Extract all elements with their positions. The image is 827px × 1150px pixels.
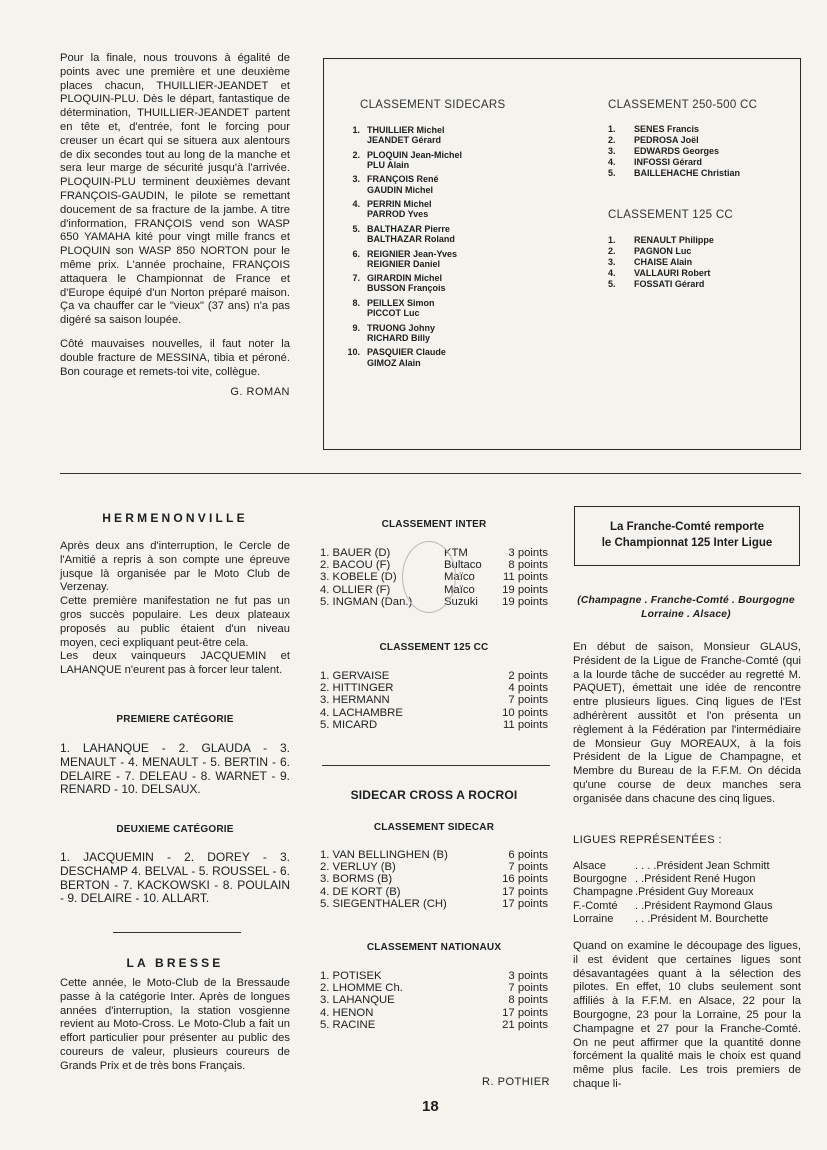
points-value: 7 points	[508, 694, 548, 707]
ligue-row	[573, 873, 801, 886]
points-value: 4 points	[508, 682, 548, 695]
rank-number: 5.	[352, 223, 360, 234]
ligue-president: . . .Président M. Bourchette	[635, 912, 769, 925]
passenger-name: PLU Alain	[367, 159, 410, 170]
ligue-president: .Président Guy Moreaux	[635, 886, 754, 899]
sidecar-entry	[334, 150, 534, 170]
rider-name: REIGNIER Jean-Yves	[367, 248, 458, 259]
points-value: 17 points	[502, 885, 548, 898]
rider-name: PLOQUIN Jean-Michel	[367, 149, 463, 160]
rider-name: INFOSSI Gérard	[634, 157, 703, 167]
passenger-name: GAUDIN Michel	[367, 184, 434, 195]
rank-number: 1.	[608, 235, 616, 245]
result-row	[320, 873, 552, 885]
hermenonville-title: HERMENONVILLE	[102, 511, 248, 525]
ranking-entry	[608, 268, 798, 279]
c125-results	[320, 670, 552, 731]
result-row	[320, 682, 552, 694]
passenger-name: BUSSON François	[367, 283, 446, 294]
rank-number: 2.	[608, 135, 616, 145]
ligues-heading: LIGUES REPRÉSENTÉES :	[573, 834, 722, 846]
points-value: 6 points	[508, 849, 548, 861]
short-divider	[113, 932, 241, 933]
c250-heading: CLASSEMENT 250-500 CC	[608, 99, 758, 111]
rider-name: 5. MICARD	[320, 718, 378, 731]
franche-paragraph: En début de saison, Monsieur GLAUS, Président de la Ligue de Franche-Comté (qui a la lourde tâche de succéder au regretté M. PAQUET), émettait une idée de rencontre entre plusieurs ligues. Cinq ligues de l'Est adhérèrent aussitôt et l'on présenta un règlement à la Fédération par l'intermédiaire de Monsieur Guy MOREAUX, à la fois Président de la Ligue de Champagne, et Membre du Bureau de la F.F.M. On décida qu'une course de deux manches sera organisée dans chacune des cinq ligues.	[573, 641, 801, 805]
hermenonville-paragraph: Cette première manifestation ne fut pas un gros succès populaire. Les deux plateaux proposés au public étaient d'un niveau moyen, ceci expliquant peut-être cela.	[60, 595, 290, 649]
hermenonville-paragraph: Les deux vainqueurs JACQUEMIN et LAHANQUE n'eurent pas à forcer leur talent.	[60, 650, 290, 677]
sidecars-heading: CLASSEMENT SIDECARS	[360, 99, 506, 111]
result-row	[320, 970, 552, 982]
ranking-entry	[608, 168, 798, 179]
points-value: 3 points	[508, 547, 548, 559]
passenger-name: PICCOT Luc	[367, 308, 420, 319]
rider-name: FOSSATI Gérard	[634, 279, 705, 289]
rider-name: 1. POTISEK	[320, 970, 382, 982]
passenger-name: JEANDET Gérard	[367, 135, 442, 146]
points-value: 19 points	[502, 583, 548, 596]
ranking-entry	[608, 146, 798, 157]
sidecars-ranking	[334, 125, 534, 372]
points-value: 17 points	[502, 897, 548, 910]
points-value: 7 points	[508, 861, 548, 874]
ligue-president: . .Président René Hugon	[635, 873, 756, 886]
passenger-name: RICHARD Billy	[367, 332, 431, 343]
rider-name: TRUONG Johny	[367, 322, 436, 333]
c125-results-heading: CLASSEMENT 125 CC	[379, 642, 489, 653]
rank-number: 4.	[608, 268, 616, 278]
rider-name: PEILLEX Simon	[367, 297, 435, 308]
rank-number: 5.	[608, 168, 616, 178]
rank-number: 8.	[352, 297, 360, 308]
section-divider	[60, 473, 801, 474]
passenger-name: PARROD Yves	[367, 209, 429, 220]
category-results: 1. LAHANQUE - 2. GLAUDA - 3. MENAULT - 4. MENAULT - 5. BERTIN - 6. DELAIRE - 7. DELEAU - 8. WARNET - 9. RENARD - 10. DELSAUX.	[60, 741, 290, 797]
ligue-row	[573, 900, 801, 913]
rank-number: 6.	[352, 248, 360, 259]
sidecar-entry	[334, 323, 534, 343]
category-heading: DEUXIEME CATÉGORIE	[116, 824, 234, 835]
hermenonville-article	[60, 540, 290, 678]
points-value: 16 points	[502, 873, 548, 886]
sidecar-entry	[334, 199, 534, 219]
sidecar-entry	[334, 125, 534, 145]
rider-name: 5. SIEGENTHALER (CH)	[320, 897, 447, 910]
rank-number: 4.	[352, 199, 360, 210]
rider-name: BALTHAZAR Pierre	[367, 223, 450, 234]
rider-name: 4. DE KORT (B)	[320, 885, 401, 898]
sidecar-entry	[334, 174, 534, 194]
franche-title-box	[574, 506, 800, 566]
rider-name: VALLAURI Robert	[634, 268, 711, 278]
ranking-entry	[608, 279, 798, 290]
finale-paragraph: Pour la finale, nous trouvons à égalité de points avec une première et une deuxième places chacun, THUILLIER-JEANDET et PLOQUIN-PLU. Dès le départ, fantastique de détermination, THUILLIER-JEANDET partent en tête et, d'entrée, font le forcing pour creuser un écart qui se situera aux alentours de dix secondes tout au long de la manche et sera leur marge de sécurité jusqu'à l'arrivée. PLOQUIN-PLU terminent deuxièmes devant FRANÇOIS-GAUDIN, le pilote se remettant doucement de sa fracture de la jambe. A titre d'information, FRANÇOIS vend son WASP 650 YAMAHA kité pour vingt mille francs et PLOQUIN son WASP 850 NORTON pour le même prix. L'année prochaine, FRANÇOIS attaquera le Championnat de France et d'Europe équipé d'un Norton préparé maison. Ça va chauffer car le "vieux" (37 ans) n'a pas digéré sa saison loupée.	[60, 52, 290, 327]
ligue-row	[573, 913, 801, 926]
rocroi-title: SIDECAR CROSS A ROCROI	[350, 788, 518, 802]
rider-name: THUILLIER Michel	[367, 125, 445, 135]
result-row	[320, 898, 552, 910]
rider-name: 4. LACHAMBRE	[320, 706, 403, 719]
points-value: 17 points	[502, 1006, 548, 1019]
points-value: 11 points	[502, 718, 548, 731]
rank-number: 1.	[352, 125, 360, 135]
rider-name: 1. GERVAISE	[320, 670, 390, 682]
result-row	[320, 861, 552, 873]
rider-name: EDWARDS Georges	[634, 146, 720, 156]
franche-paragraph: Quand on examine le découpage des ligues, il est évident que certaines ligues sont désavantagées quant à la sélection des pilotes. En effet, 10 clubs seulement sont affiliés à la F.F.M. en Alsace, 22 pour la Bourgogne, 23 pour la Lorraine, 25 pour la Champagne et 27 pour la Franche-Comté. On ne peut affirmer que la quantité donne forcément la qualité mais le choix est quand même plus facile. Les trois premiers de chaque li-	[573, 940, 801, 1090]
ligue-region: Lorraine	[573, 912, 614, 925]
rider-name: PAGNON Luc	[634, 246, 692, 256]
rank-number: 3.	[608, 257, 616, 267]
short-divider	[322, 765, 550, 766]
results-box	[323, 58, 801, 450]
rider-name: 3. KOBELE (D)	[320, 571, 397, 584]
author-signature: R. POTHIER	[482, 1076, 550, 1088]
hermenonville-paragraph: Après deux ans d'interruption, le Cercle de l'Amitié a repris à son compte une épreuve jusque là organisée par le Moto Club de Verzenay.	[60, 540, 290, 594]
rank-number: 3.	[352, 174, 360, 185]
sidecar-entry	[334, 249, 534, 269]
ligue-row	[573, 860, 801, 873]
passenger-name: BALTHAZAR Roland	[367, 234, 455, 245]
page-number: 18	[422, 1098, 439, 1115]
rank-number: 4.	[608, 157, 616, 167]
ligue-president: . .Président Raymond Glaus	[635, 899, 773, 912]
rider-name: 2. LHOMME Ch.	[320, 982, 403, 995]
c125-heading: CLASSEMENT 125 CC	[608, 209, 734, 221]
bresse-article: Cette année, le Moto-Club de la Bressaude passe à la catégorie Inter. Après de longues années d'interruption, la station vosgienne revient au Moto-Cross. Le Moto-Club a fait un effort particulier pour présenter au public des coureurs de valeur, plusieurs coureurs de Grands Prix et de très bons Français.	[60, 977, 290, 1072]
result-row	[320, 849, 552, 861]
result-row	[320, 670, 552, 682]
points-value: 10 points	[502, 706, 548, 719]
rider-name: SENES Francis	[634, 124, 700, 134]
sidecar-results	[320, 849, 552, 910]
sidecar-entry	[334, 298, 534, 318]
sidecar-entry	[334, 347, 534, 367]
rider-name: PASQUIER Claude	[367, 347, 446, 358]
category-results: 1. JACQUEMIN - 2. DOREY - 3. DESCHAMP 4. BELVAL - 5. ROUSSEL - 6. BERTON - 7. KACKOWSKI - 8. POULAIN - 9. DELAIRE - 10. ALLART.	[60, 850, 290, 906]
ligue-region: F.-Comté	[573, 899, 618, 912]
rider-name: 5. INGMAN (Dan.)	[320, 595, 413, 608]
c250-ranking	[608, 124, 798, 179]
finale-article	[60, 52, 290, 400]
points-value: 8 points	[508, 994, 548, 1007]
motorcycle-brand: Suzuki	[444, 595, 478, 608]
rank-number: 2.	[608, 246, 616, 256]
author-signature: G. ROMAN	[230, 386, 290, 399]
result-row	[320, 719, 552, 731]
points-value: 8 points	[508, 559, 548, 572]
franche-subtitle: Lorraine . Alsace)	[641, 609, 731, 620]
points-value: 3 points	[508, 970, 548, 982]
franche-title: le Championnat 125 Inter Ligue	[601, 537, 773, 549]
rank-number: 5.	[608, 279, 616, 289]
result-row	[320, 982, 552, 994]
rider-name: CHAISE Alain	[634, 257, 693, 267]
rider-name: FRANÇOIS René	[367, 174, 439, 185]
rank-number: 2.	[352, 149, 360, 160]
passenger-name: GIMOZ Alain	[367, 357, 421, 368]
rider-name: PEDROSA Joël	[634, 135, 699, 145]
library-stamp	[402, 541, 456, 613]
rider-name: PERRIN Michel	[367, 199, 432, 210]
bresse-title: LA BRESSE	[126, 956, 224, 970]
result-row	[320, 994, 552, 1006]
rank-number: 10.	[347, 347, 360, 358]
points-value: 21 points	[502, 1018, 548, 1031]
ranking-entry	[608, 135, 798, 146]
rider-name: 5. RACINE	[320, 1018, 376, 1031]
rider-name: 3. BORMS (B)	[320, 873, 393, 886]
inter-heading: CLASSEMENT INTER	[381, 519, 487, 530]
ligue-region: Champagne	[573, 886, 633, 899]
result-row	[320, 1019, 552, 1031]
result-row	[320, 886, 552, 898]
rider-name: 1. BAUER (D)	[320, 547, 391, 559]
sidecar-heading: CLASSEMENT SIDECAR	[373, 822, 495, 833]
finale-paragraph: Côté mauvaises nouvelles, il faut noter la double fracture de MESSINA, tibia et péroné. Bon courage et remets-toi vite, collègue.	[60, 337, 290, 378]
ligue-region: Bourgogne	[573, 873, 627, 886]
motorcycle-brand: Bultaco	[444, 559, 482, 572]
c125-ranking	[608, 235, 798, 290]
rider-name: GIRARDIN Michel	[367, 273, 443, 284]
result-row	[320, 707, 552, 719]
rank-number: 7.	[352, 273, 360, 284]
rank-number: 9.	[352, 322, 360, 333]
rider-name: 1. VAN BELLINGHEN (B)	[320, 849, 448, 861]
ranking-entry	[608, 124, 798, 135]
rider-name: 2. VERLUY (B)	[320, 861, 396, 874]
rider-name: 3. LAHANQUE	[320, 994, 395, 1007]
rider-name: 3. HERMANN	[320, 694, 390, 707]
rank-number: 3.	[608, 146, 616, 156]
sidecar-entry	[334, 224, 534, 244]
passenger-name: REIGNIER Daniel	[367, 258, 441, 269]
result-row	[320, 1007, 552, 1019]
rider-name: 4. OLLIER (F)	[320, 583, 391, 596]
ligue-row	[573, 886, 801, 899]
rider-name: BAILLEHACHE Christian	[634, 168, 741, 178]
nationaux-heading: CLASSEMENT NATIONAUX	[366, 942, 502, 953]
rider-name: 2. HITTINGER	[320, 682, 394, 695]
ligue-president: . . . .Président Jean Schmitt	[635, 860, 770, 872]
ligues-list	[573, 860, 801, 926]
ranking-entry	[608, 246, 798, 257]
category-heading: PREMIERE CATÉGORIE	[116, 714, 234, 725]
rider-name: RENAULT Philippe	[634, 235, 714, 245]
motorcycle-brand: KTM	[444, 547, 468, 559]
nationaux-results	[320, 970, 552, 1031]
ligue-region: Alsace	[573, 860, 607, 872]
motorcycle-brand: Maïco	[444, 571, 475, 584]
rank-number: 1.	[608, 124, 616, 134]
ranking-entry	[608, 235, 798, 246]
points-value: 11 points	[502, 571, 548, 584]
rider-name: 2. BACOU (F)	[320, 559, 391, 572]
ranking-entry	[608, 157, 798, 168]
rider-name: 4. HENON	[320, 1006, 374, 1019]
points-value: 7 points	[508, 982, 548, 995]
result-row	[320, 694, 552, 706]
points-value: 19 points	[502, 595, 548, 608]
sidecar-entry	[334, 273, 534, 293]
motorcycle-brand: Maïco	[444, 583, 475, 596]
ranking-entry	[608, 257, 798, 268]
points-value: 2 points	[508, 670, 548, 682]
franche-title: La Franche-Comté remporte	[609, 521, 764, 533]
franche-subtitle: (Champagne . Franche-Comté . Bourgogne	[577, 595, 795, 606]
